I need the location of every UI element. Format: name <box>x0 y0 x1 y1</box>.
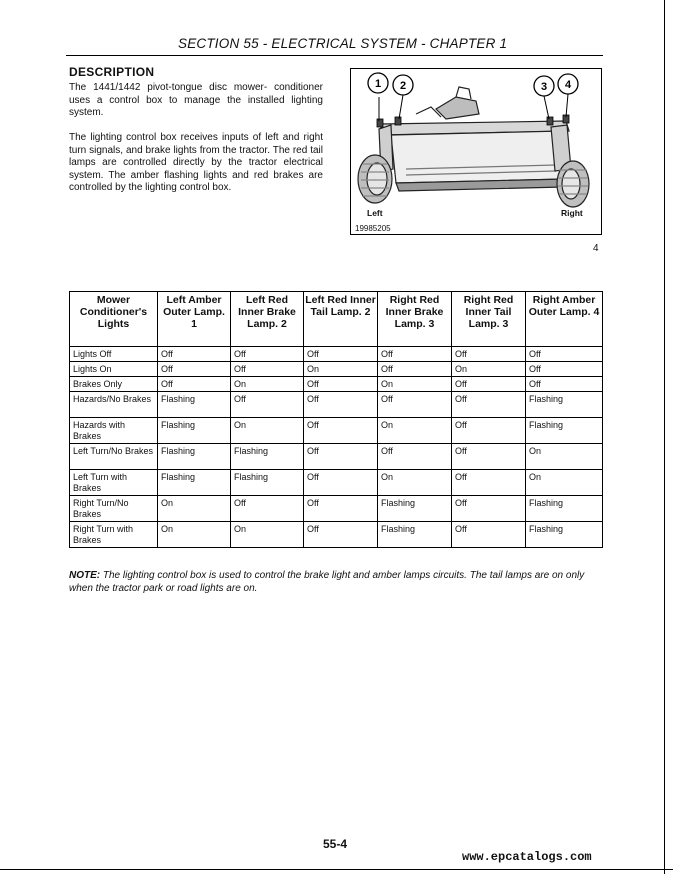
table-cell: On <box>526 470 603 496</box>
bottom-rule <box>0 869 673 870</box>
table-cell: Off <box>304 522 378 548</box>
table-cell: Off <box>304 377 378 392</box>
column-header: Right Red Inner Brake Lamp. 3 <box>378 292 452 347</box>
table-cell: Off <box>526 347 603 362</box>
lighting-table <box>69 291 603 548</box>
table-cell: Flashing <box>231 470 304 496</box>
table-cell: Off <box>158 377 231 392</box>
table-row <box>70 362 603 377</box>
table-cell: Flashing <box>378 522 452 548</box>
column-header: Left Red Inner Tail Lamp. 2 <box>304 292 378 347</box>
table-cell: Lights Off <box>70 347 158 362</box>
table-cell: Off <box>231 392 304 418</box>
table-cell: On <box>378 377 452 392</box>
table-cell: Off <box>158 347 231 362</box>
table-cell: Off <box>304 470 378 496</box>
table-cell: Off <box>378 362 452 377</box>
table-cell: On <box>231 418 304 444</box>
table-row <box>70 470 603 496</box>
table-cell: Flashing <box>231 444 304 470</box>
table-cell: Off <box>378 347 452 362</box>
table-cell: Flashing <box>158 392 231 418</box>
section-header: SECTION 55 - ELECTRICAL SYSTEM - CHAPTER 1 <box>178 36 508 51</box>
description-paragraph-1: The 1441/1442 pivot-tongue disc mower- conditioner uses a control box to manage the installed lighting system. <box>69 82 323 119</box>
table-cell: Flashing <box>158 418 231 444</box>
table-cell: Off <box>231 496 304 522</box>
table-cell: Flashing <box>526 522 603 548</box>
table-cell: Off <box>304 444 378 470</box>
table-cell: Off <box>452 418 526 444</box>
table-cell: On <box>378 418 452 444</box>
table-cell: Off <box>452 377 526 392</box>
table-cell: Off <box>452 470 526 496</box>
table-cell: Right Turn with Brakes <box>70 522 158 548</box>
table-row <box>70 347 603 362</box>
table-cell: On <box>452 362 526 377</box>
table-cell: Flashing <box>526 392 603 418</box>
table-cell: On <box>378 470 452 496</box>
column-header: Left Amber Outer Lamp. 1 <box>158 292 231 347</box>
column-header: Mower Conditioner's Lights <box>70 292 158 347</box>
header-divider <box>66 55 603 56</box>
table-cell: Off <box>304 347 378 362</box>
column-header: Left Red Inner Brake Lamp. 2 <box>231 292 304 347</box>
page-number: 55-4 <box>323 837 348 851</box>
table-cell: Off <box>304 496 378 522</box>
table-cell: Off <box>452 444 526 470</box>
table-cell: Off <box>231 362 304 377</box>
table-cell: Off <box>304 392 378 418</box>
table-row <box>70 496 603 522</box>
table-cell: Off <box>304 418 378 444</box>
table-cell: On <box>526 444 603 470</box>
table-cell: Flashing <box>158 444 231 470</box>
column-header: Right Amber Outer Lamp. 4 <box>526 292 603 347</box>
table-cell: Off <box>378 392 452 418</box>
watermark-url: www.epcatalogs.com <box>462 850 592 864</box>
callout-1: 1 <box>374 78 382 90</box>
table-cell: Off <box>526 377 603 392</box>
figure-left-label: Left <box>367 208 383 218</box>
table-row <box>70 418 603 444</box>
table-cell: Brakes Only <box>70 377 158 392</box>
callout-3: 3 <box>540 81 548 93</box>
table-cell: Off <box>378 444 452 470</box>
mower-figure <box>350 68 602 235</box>
table-cell: Left Turn/No Brakes <box>70 444 158 470</box>
figure-code: 19985205 <box>355 224 391 233</box>
table-cell: Hazards with Brakes <box>70 418 158 444</box>
column-header: Right Red Inner Tail Lamp. 3 <box>452 292 526 347</box>
page-edge-rule <box>664 0 665 874</box>
table-cell: On <box>158 522 231 548</box>
figure-right-label: Right <box>561 208 583 218</box>
table-row <box>70 522 603 548</box>
table-cell: On <box>231 377 304 392</box>
table-cell: Lights On <box>70 362 158 377</box>
table-cell: Flashing <box>526 418 603 444</box>
table-cell: Off <box>452 347 526 362</box>
table-cell: Off <box>158 362 231 377</box>
note-paragraph <box>69 569 603 596</box>
table-cell: Flashing <box>158 470 231 496</box>
description-paragraph-2: The lighting control box receives inputs of left and right turn signals, and brake lights from the tractor. The red tail lamps are controlled directly by the tractor electrical system. The amber flashing lights and red brakes are controlled by the lighting control box. <box>69 132 323 194</box>
figure-number: 4 <box>593 243 599 254</box>
table-cell: Off <box>526 362 603 377</box>
table-cell: Off <box>452 392 526 418</box>
note-label: NOTE: <box>69 570 101 581</box>
table-header-row <box>70 292 603 347</box>
callout-4: 4 <box>564 79 572 91</box>
table-cell: Off <box>452 496 526 522</box>
callout-2: 2 <box>399 80 407 92</box>
table-cell: Off <box>231 347 304 362</box>
table-cell: Off <box>452 522 526 548</box>
table-cell: On <box>231 522 304 548</box>
table-row <box>70 377 603 392</box>
note-text: The lighting control box is used to control the brake light and amber lamps circuits. The tail lamps are on only when the tractor park or road lights are on. <box>69 570 585 595</box>
table-cell: Right Turn/No Brakes <box>70 496 158 522</box>
description-heading: DESCRIPTION <box>69 65 155 79</box>
table-cell: On <box>304 362 378 377</box>
table-cell: Hazards/No Brakes <box>70 392 158 418</box>
table-cell: On <box>158 496 231 522</box>
table-cell: Left Turn with Brakes <box>70 470 158 496</box>
table-row <box>70 444 603 470</box>
table-cell: Flashing <box>526 496 603 522</box>
table-cell: Flashing <box>378 496 452 522</box>
table-row <box>70 392 603 418</box>
